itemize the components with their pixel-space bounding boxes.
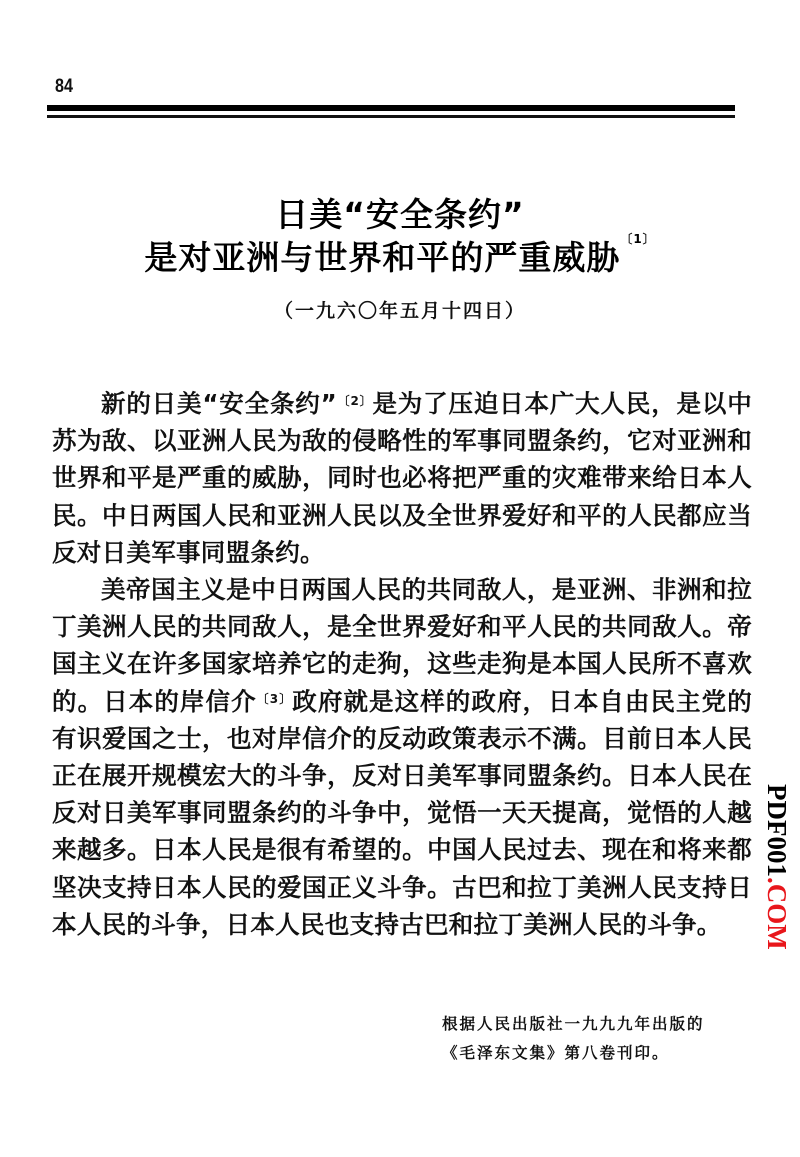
- article-body: [52, 385, 752, 943]
- paragraph-2: [52, 571, 752, 943]
- footnote-ref-2[interactable]: 〔2〕: [337, 394, 373, 408]
- source-note-line1: 根据人民出版社一九九九年出版的: [442, 1015, 705, 1033]
- paragraph-2-text-b: 政府就是这样的政府，日本自由民主党的有识爱国之士，也对岸信介的反动政策表示不满。目前日本人民正在展开规模宏大的斗争，反对日美军事同盟条约。日本人民在反对日美军事同盟条约的斗争中，觉悟一天天提高，觉悟的人越来越多。日本人民是很有希望的。中国人民过去、现在和将来都坚决支持日本人民的爱国正义斗争。古巴和拉丁美洲人民支持日本人民的斗争，日本人民也支持古巴和拉丁美洲人民的斗争。: [52, 686, 752, 939]
- article-title-line2-text: 是对亚洲与世界和平的严重威胁: [144, 238, 621, 277]
- header-rule-thin: [47, 115, 735, 118]
- paragraph-1: [52, 385, 752, 571]
- watermark-text-red: .COM: [762, 876, 792, 950]
- article-date: （一九六〇年五月十四日）: [273, 300, 526, 322]
- article-title-line1: 日美“安全条约”: [275, 195, 525, 234]
- article-title-line2: [0, 232, 800, 279]
- source-note-line2: 《毛泽东文集》第八卷刊印。: [442, 1044, 670, 1062]
- page-number: 84: [55, 76, 73, 97]
- watermark-text-black: PDF001: [762, 784, 792, 877]
- paragraph-2-text-a: 美帝国主义是中日两国人民的共同敌人，是亚洲、非洲和拉丁美洲人民的共同敌人，是全世界爱好和平人民的共同敌人。帝国主义在许多国家培养它的走狗，这些走狗是本国人民所不喜欢的。日本的岸信介: [52, 575, 752, 716]
- paragraph-1-text-a: 新的日美“安全条约”: [101, 389, 338, 418]
- watermark: [760, 784, 800, 974]
- footnote-ref-1[interactable]: 〔1〕: [620, 232, 656, 246]
- footnote-ref-3[interactable]: 〔3〕: [256, 691, 293, 706]
- watermark-text: [761, 784, 792, 950]
- paragraph-1-text-b: 是为了压迫日本广大人民，是以中苏为敌、以亚洲人民为敌的侵略性的军事同盟条约，它对亚洲和世界和平是严重的威胁，同时也必将把严重的灾难带来给日本人民。中日两国人民和亚洲人民以及全世界爱好和平的人民都应当反对日美军事同盟条约。: [52, 389, 753, 567]
- header-rule-thick: [47, 105, 735, 111]
- source-note: [442, 1010, 705, 1068]
